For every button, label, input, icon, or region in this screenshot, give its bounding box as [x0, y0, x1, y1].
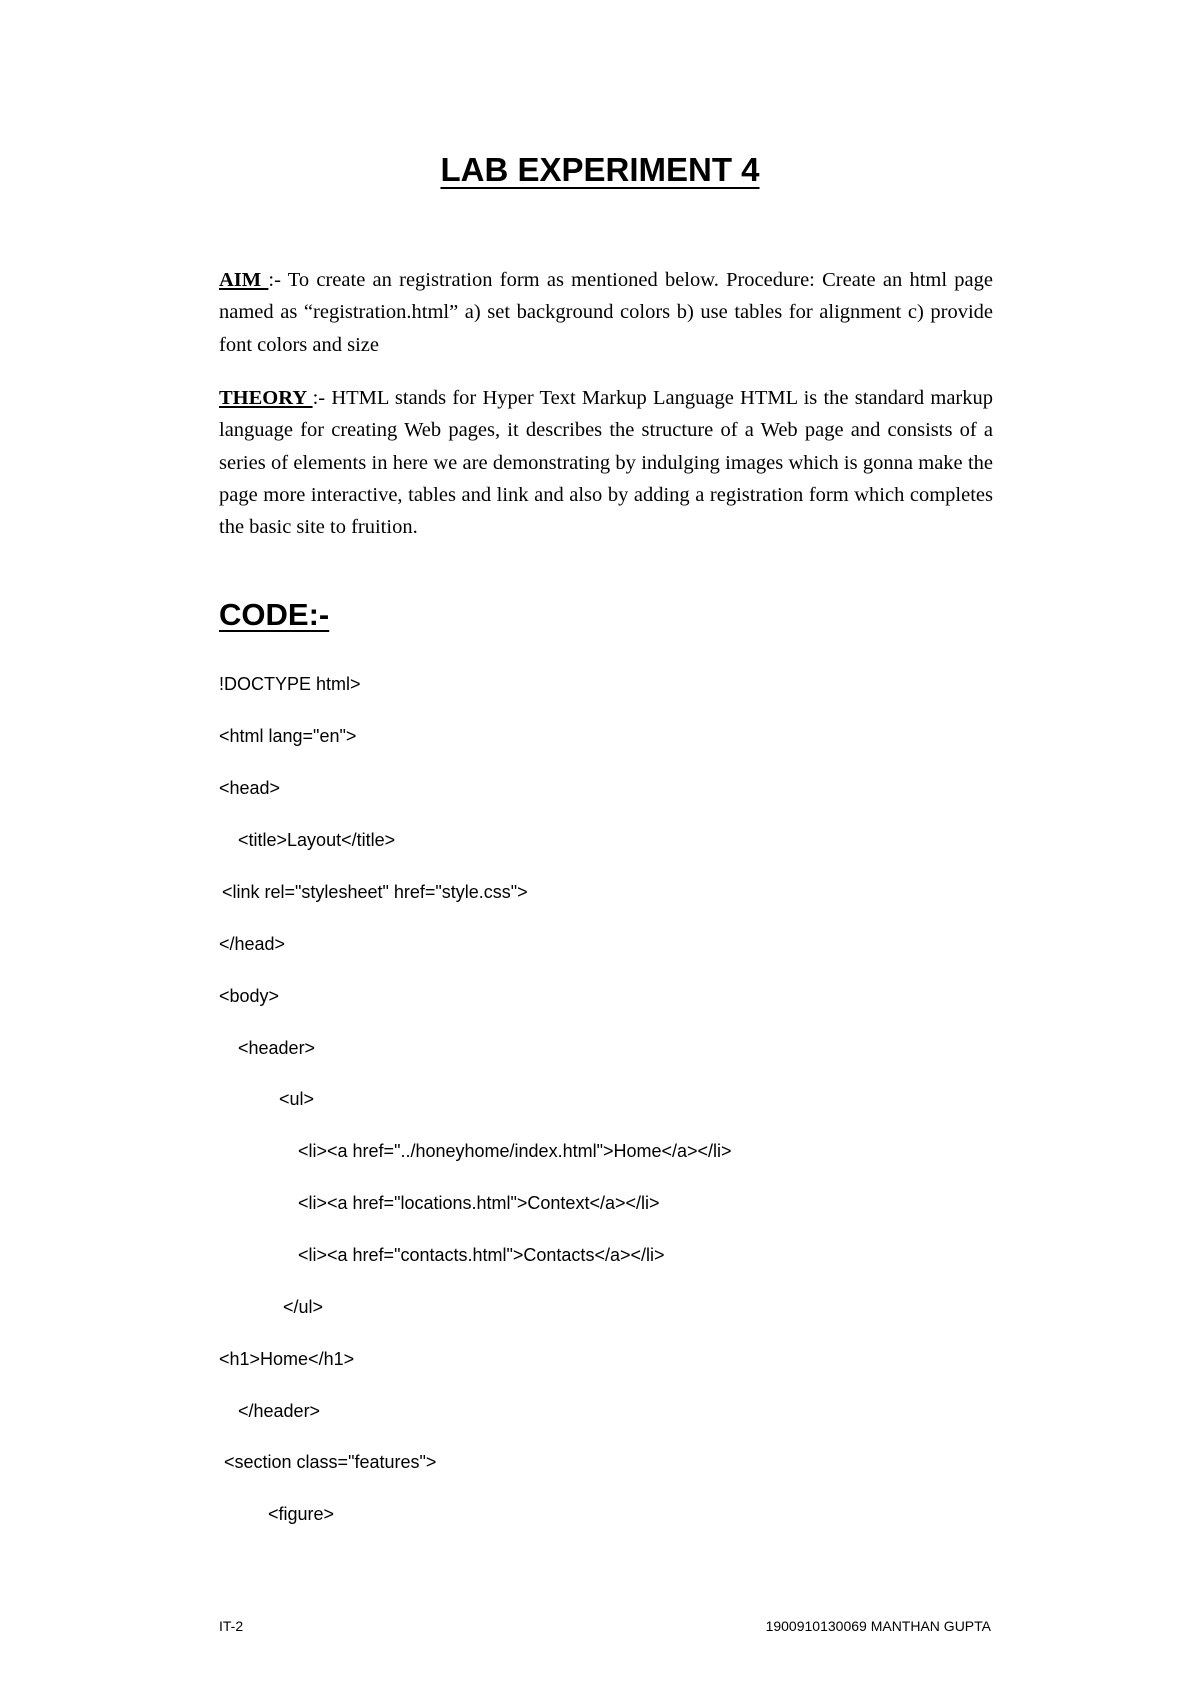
footer-left: IT-2: [219, 1618, 244, 1634]
theory-text: :- HTML stands for Hyper Text Markup Language HTML is the standard markup language for creating Web pages, it describes the structure of a Web page and consists of a series of elements in here we are demonstrating by indulging images which is gonna make the page more interactive, tables and link and also by adding a registration form which completes the basic site to fruition.: [219, 387, 994, 539]
code-line: <li><a href="locations.html">Context</a></li>: [298, 1193, 660, 1213]
code-line: <body>: [219, 986, 280, 1006]
theory-label: THEORY: [219, 387, 313, 409]
code-line: <ul>: [279, 1089, 315, 1109]
aim-paragraph: [219, 264, 993, 361]
code-line: <title>Layout</title>: [238, 830, 396, 850]
footer-right: 1900910130069 MANTHAN GUPTA: [765, 1618, 991, 1634]
theory-paragraph: [219, 382, 993, 543]
code-line: !DOCTYPE html>: [219, 674, 361, 694]
page-title: LAB EXPERIMENT 4: [440, 151, 760, 188]
code-line: <li><a href="contacts.html">Contacts</a></li>: [298, 1245, 665, 1265]
code-line: <link rel="stylesheet" href="style.css">: [222, 882, 528, 902]
code-line: <h1>Home</h1>: [219, 1349, 355, 1369]
aim-text: :- To create an registration form as mentioned below. Procedure: Create an html page named as “registration.html” a) set background colors b) use tables for alignment c) provide font colors and size: [219, 269, 993, 356]
code-line: <html lang="en">: [219, 726, 357, 746]
code-line: <figure>: [268, 1504, 335, 1524]
code-line: <header>: [238, 1038, 316, 1058]
code-heading: CODE:-: [219, 597, 330, 632]
aim-label: AIM: [219, 269, 269, 291]
code-line: </header>: [238, 1401, 321, 1421]
code-line: </ul>: [283, 1297, 324, 1317]
code-line: <head>: [219, 778, 281, 798]
code-line: <li><a href="../honeyhome/index.html">Home</a></li>: [298, 1141, 732, 1161]
code-line: <section class="features">: [224, 1452, 437, 1472]
code-line: </head>: [219, 934, 286, 954]
